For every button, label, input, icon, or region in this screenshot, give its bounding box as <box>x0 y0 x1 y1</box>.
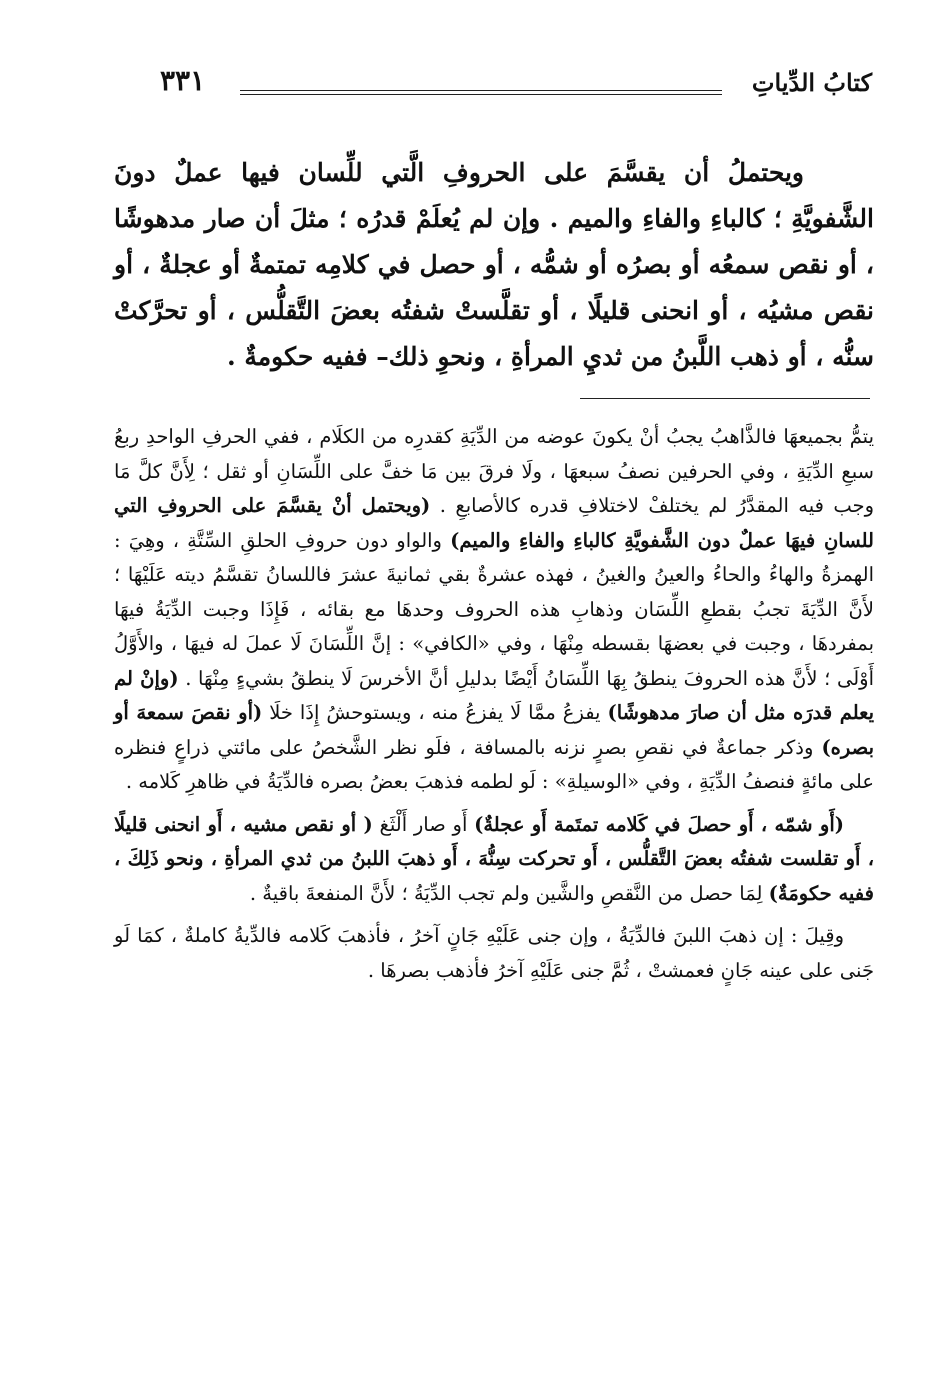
commentary-text: وذكر جماعةٌ في نقصِ بصرٍ نزنه بالمسافة ، فلَو نظر الشَّخصُ على مائتي ذراعٍ فنظره على مائةٍ فنصفُ الدِّيَةِ ، وفي «الوسيلةِ» : لَو لطمه فذهبَ بعضُ بصره فالدِّيَةُ في ظاهرِ كَلامه . <box>114 735 874 793</box>
commentary-text: يفزعُ ممَّا لَا يفزعُ منه ، ويستوحشُ إِذَا خلَا <box>269 701 601 724</box>
commentary-text: يتمُّ بجميعهَا فالذَّاهبُ يجبُ أنْ يكونَ عوضه من الدِّيَةِ كقدرِه من الكلَام ، ففي الحرفِ الواحدِ ربعُ سبعِ الدِّيَةِ ، وفي الحرفين نصفُ سبعهَا ، ولَا فرقَ بين مَا خفَّ على اللِّسَانِ أو ثقل ؛ لِأَنَّ كلَّ مَا وجب فيه المقدَّرُ لم يختلفْ لاختلافِ قدره كالأصابعِ . <box>114 425 874 517</box>
header-rule <box>240 90 722 95</box>
commentary-text: لِمَا حصل من النَّقصِ والشَّين ولم تجب الدِّيَةُ ؛ لأَنَّ المنفعةَ باقيةٌ . <box>249 881 763 905</box>
commentary-block <box>114 420 874 988</box>
quoted-main-text: ( أو نقص مشيه ، أَو انحنى قليلًا ، أَو تقلست شفتُه بعضَ التَّقلُّس ، أَو تحركت سِنُّهَ ، أَو ذهبَ اللبنُ من ثدي المرأةِ ، ونحو ذَلِكَ ، ففيه حكومَةٌ) <box>114 812 874 905</box>
commentary-paragraph-3: وقِيلَ : إن ذهبَ اللبنَ فالدِّيَةُ ، وإن جنى عَلَيْهِ جَانٍ آخرُ ، فأذهبَ كَلامه فالدِّيةُ كاملةٌ ، كمَا لَو جَنى على عينه جَانٍ فعمشتْ ، ثُمَّ جنى عَلَيْهِ آخرُ فأذهب بصرهَا . <box>114 924 874 982</box>
main-text-paragraph: ويحتملُ أن يقسَّمَ على الحروفِ الَّتي للِّسان فيها عملٌ دونَ الشَّفويَّةِ ؛ كالباءِ والفاءِ والميم . وإن لم يُعلَمْ قدرُه ؛ مثلَ أن صار مدهوشًا ، أو نقص سمعُه أو بصرُه أو شمُّه ، أو حصل في كلامِه تمتمةٌ أو عجلةٌ ، أو نقص مشيُه ، أو انحنى قليلًا ، أو تقلَّستْ شفتُه بعضَ التَّقلُّس ، أو تحرَّكتْ سنُّه ، أو ذهب اللَّبنُ من ثديِ المرأةِ ، ونحوِ ذلك– ففيه حكومةٌ . <box>114 158 874 371</box>
quoted-main-text: (أَو شمّه ، أَو حصلَ في كَلامه تمتَمة أَو عجلةٌ) <box>474 812 844 836</box>
running-title: كتابُ الدِّياتِ <box>751 68 872 97</box>
quoted-main-text: (أو نقصَ سمعهَ أو بصره) <box>114 701 874 759</box>
commentary-paragraph-2 <box>114 808 874 912</box>
main-text-block <box>114 150 874 380</box>
footnote-separator <box>580 398 870 399</box>
page-header <box>160 62 872 112</box>
quoted-main-text: (ويحتمل أنْ يقسَّمَ على الحروفِ التي للسانِ فيهَا عملٌ دون الشَّفويَّةِ كالباءِ والفاءِ والميم) <box>114 494 875 552</box>
commentary-paragraph-1 <box>114 420 874 800</box>
page-number: ٣٣١ <box>160 64 206 97</box>
commentary-text: أَو صار أَلْثَغ <box>379 812 468 836</box>
commentary-text: والواو دون حروفِ الحلقِ السِّتَّةِ ، وهِيَ : الهمزةُ والهاءُ والحاءُ والعينُ والغينُ ، فهذه عشرةٌ بقي ثمانيةَ عشرَ فاللسانُ تقسَّمُ ديته عَلَيْهَا ؛ لأَنَّ الدِّيَةَ تجبُ بقطعِ اللِّسَان وذهابِ هذه الحروف وحدهَا مع بقائه ، فَإِذَا وجبت الدِّيَةُ فيهَا بمفردهَا ، وجبت في بعضهَا بقسطه مِنْهَا ، وفي «الكافي» : إنَّ اللِّسَانَ لَا عملَ له فيهَا ، والأَوَّلُ أَوْلَى ؛ لأَنَّ هذه الحروفَ ينطقُ بِهَا اللِّسَانُ أَيْضًا بدليلِ أنَّ الأخرسَ لَا ينطقُ بشيءٍ مِنْهَا . <box>114 528 874 690</box>
quoted-main-text: (وإنْ لم يعلم قدرَه مثل أن صارَ مدهوشًا) <box>114 666 875 724</box>
